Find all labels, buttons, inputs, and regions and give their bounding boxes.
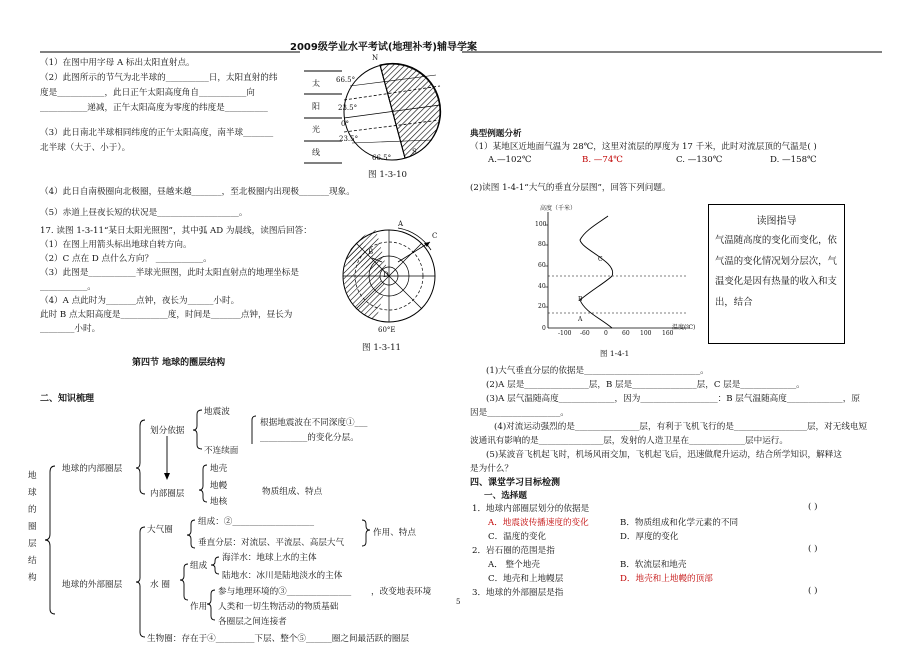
tree-node: 陆地水：冰川是陆地淡水的主体 xyxy=(222,571,343,581)
tick-label: 100 xyxy=(535,221,547,228)
point-c-label: C xyxy=(432,232,438,240)
sunlight-label: 太 阳 光 线 xyxy=(312,79,320,157)
lat-label: 66.5° xyxy=(336,76,356,84)
tick-label: 80 xyxy=(538,241,546,248)
south-label: S xyxy=(412,148,417,156)
tree-node: 地球的内部圈层 xyxy=(62,464,123,474)
figure-caption: 图 1-4-1 xyxy=(600,349,630,358)
tree-node: 作用 xyxy=(190,602,208,612)
tree-node: 组成：②___________________ xyxy=(198,517,315,527)
guide-body: 气温随高度的变化而变化，依气温的变化情况划分层次，气温变化是因有热量的收入和支出，结合 xyxy=(715,235,837,308)
tree-node: 划分依据 xyxy=(150,426,185,436)
tree-root: 地 球 的 圈 层 结 构 xyxy=(28,471,37,583)
tree-node: 生物圈：存在于④_________下层、整个⑤______圈之间最活跃的圈层 xyxy=(147,634,410,644)
figure-caption: 图 1-3-11 xyxy=(362,343,402,353)
tree-node: 垂直分层：对流层、平流层、高层大气 xyxy=(198,538,345,548)
question-line: 波通讯有影响的是_______________层，发射的人造卫星在_____________层中运行。 xyxy=(470,436,788,446)
tree-node: 物质组成、特点 xyxy=(262,487,323,497)
page-title: 2009级学业水平考试(地理补考)辅导学案 xyxy=(290,42,477,53)
north-label: N xyxy=(372,54,379,62)
tree-node: 根据地震波在不同深度①___ xyxy=(260,418,368,428)
question-line: (2)A 层是_______________层，B 层是_______________层，C 层是_____________。 xyxy=(486,380,805,390)
question-line: ________小时。 xyxy=(40,324,101,334)
question-line: (5)某波音飞机起飞时，机场风雨交加，飞机起飞后，迅速做爬升运动，结合所学知识，解释这 xyxy=(486,450,842,460)
lat-label: 23.5° xyxy=(338,104,358,112)
question-line: （1）某地区近地面气温为 28℃，这里对流层的厚度为 17 千米，此时对流层顶的气温是( ) xyxy=(470,142,817,152)
question-line: 此时 B 点太阳高度是___________度，时间是_______点钟，昼长为 xyxy=(40,310,293,320)
tick-label: -60 xyxy=(580,330,590,337)
option: C．温度的变化 xyxy=(488,532,547,542)
question-line: 度是___________，此日正午太阳高度角自___________向 xyxy=(40,88,255,98)
question-line: （1）在图中用字母 A 标出太阳直射点。 xyxy=(40,58,195,68)
tree-node: 各圈层之间连接者 xyxy=(218,617,287,627)
option-answer: D．地壳和上地幔的顶部 xyxy=(620,574,713,584)
section-heading: 一、选择题 xyxy=(484,491,527,501)
tick-label: 60 xyxy=(622,330,630,337)
question-line: 17. 读图 1-3-11“某日太阳光照图”，其中弧 AD 为晨线，读图后回答： xyxy=(40,226,312,236)
option: D. —158℃ xyxy=(770,155,817,165)
option: A.—102℃ xyxy=(488,155,532,165)
tick-label: 40 xyxy=(538,283,546,290)
tick-label: 20 xyxy=(538,303,546,310)
question-line: 是为什么？ xyxy=(470,464,513,474)
tick-label: 100 xyxy=(640,330,652,337)
answer-paren: ( ) xyxy=(808,544,818,554)
option: B．物质组成和化学元素的不同 xyxy=(620,518,739,528)
tree-node: 地幔 xyxy=(210,481,228,491)
question-line: 因是_________________。 xyxy=(470,408,569,418)
question-line: (3)A 层气温随高度_____________，因为__________________：B 层气温随高度_____________，原 xyxy=(486,394,860,404)
tick-label: -100 xyxy=(558,330,572,337)
question-line: (1)大气垂直分层的依据是___________________________。 xyxy=(486,366,709,376)
question-line: 3．地球的外部圈层是指 xyxy=(472,588,564,598)
tree-node: ，改变地表环境 xyxy=(371,587,432,597)
tree-node: 组成 xyxy=(190,561,208,571)
tree-node: 水 圈 xyxy=(150,580,170,590)
tree-node: 地核 xyxy=(210,497,228,507)
tick-label: 60 xyxy=(538,262,546,269)
point-a-label: A xyxy=(398,220,404,228)
section-heading: 四、课堂学习目标检测 xyxy=(470,478,561,488)
tick-label: 0 xyxy=(604,330,608,337)
question-line: 2．岩石圈的范围是指 xyxy=(472,546,555,556)
guide-title: 读图指导 xyxy=(756,216,797,227)
axis-label: 温度(℃) xyxy=(672,324,696,331)
layer-label: C xyxy=(598,256,603,263)
question-line: (4)对流运动强烈的是_______________层，有利于飞机飞行的是_________________层，对无线电短 xyxy=(494,422,868,432)
tree-node: 人类和一切生物活动的物质基础 xyxy=(218,602,339,612)
lat-label: 0° xyxy=(341,120,349,128)
tree-node: 大气圈 xyxy=(147,525,173,535)
tree-node: 地震波 xyxy=(204,407,230,417)
option-answer: B. —74℃ xyxy=(582,155,623,165)
axis-label: 高度（千米） xyxy=(540,205,577,212)
option: B．软流层和地壳 xyxy=(620,560,687,570)
tick-label: 0 xyxy=(542,325,546,332)
page-number: 5 xyxy=(456,598,461,606)
tree-node: 地球的外部圈层 xyxy=(62,580,123,590)
option: C. —130℃ xyxy=(676,155,723,165)
section-heading: 典型例题分析 xyxy=(470,129,522,139)
question-line: ___________。 xyxy=(40,282,96,292)
question-line: （5）赤道上昼夜长短的状况是___________________。 xyxy=(40,208,248,218)
question-line: （2）C 点在 D 点什么方向？ ___________。 xyxy=(40,254,212,264)
option: A． 整个地壳 xyxy=(488,560,540,570)
question-line: 1．地球内部圈层划分的依据是 xyxy=(472,504,590,514)
question-line: （4）A 点此时为_______点钟，夜长为______小时。 xyxy=(40,296,240,306)
longitude-label: 60°E xyxy=(378,326,396,334)
answer-paren: ( ) xyxy=(808,586,818,596)
question-line: （3）此图是___________半球光照图，此时太阳直射点的地理坐标是 xyxy=(40,268,299,278)
option: C．地壳和上地幔层 xyxy=(488,574,564,584)
option: D．厚度的变化 xyxy=(620,532,679,542)
tick-label: 160 xyxy=(662,330,674,337)
answer-paren: ( ) xyxy=(808,502,818,512)
question-line: 北半球（大于、小于）。 xyxy=(40,143,131,153)
tree-node: 参与地理环境的③_______________ xyxy=(218,587,352,597)
tree-node: 海洋水：地球上水的主体 xyxy=(222,553,317,563)
layer-label: A xyxy=(578,316,583,323)
figure-caption: 图 1-3-10 xyxy=(368,170,408,180)
tree-node: 内部圈层 xyxy=(150,489,185,499)
question-line: （1）在图上用箭头标出地球自转方向。 xyxy=(40,240,192,250)
reading-guide-box xyxy=(708,204,845,344)
question-line: （2）此图所示的节气为北半球的__________日，太阳直射的纬 xyxy=(40,73,278,83)
option-answer: A．地震波传播速度的变化 xyxy=(488,518,589,528)
layer-label: B xyxy=(578,296,583,303)
point-b-label: B xyxy=(368,248,374,256)
tree-node: 地壳 xyxy=(210,464,228,474)
tree-node: ___________的变化分层。 xyxy=(260,433,359,443)
lat-label: 66.5° xyxy=(372,154,392,162)
question-line: ___________递减，正午太阳高度为零度的纬度是__________ xyxy=(40,103,268,113)
question-line: （4）此日自南极圈向北极圈，昼越来越_______，至北极圈内出现极_______现象。 xyxy=(40,187,355,197)
lat-label: 23.5° xyxy=(339,135,359,143)
question-line: (2)读图 1-4-1“大气的垂直分层图”，回答下列问题。 xyxy=(470,183,671,193)
section-heading: 二、知识梳理 xyxy=(40,394,95,404)
tree-node: 作用、特点 xyxy=(373,528,416,538)
section-heading: 第四节 地球的圈层结构 xyxy=(132,358,226,368)
question-line: （3）此日南北半球相同纬度的正午太阳高度，南半球_______ xyxy=(40,128,274,138)
point-d-label: D xyxy=(383,271,389,279)
tree-node: 不连续面 xyxy=(204,446,239,456)
